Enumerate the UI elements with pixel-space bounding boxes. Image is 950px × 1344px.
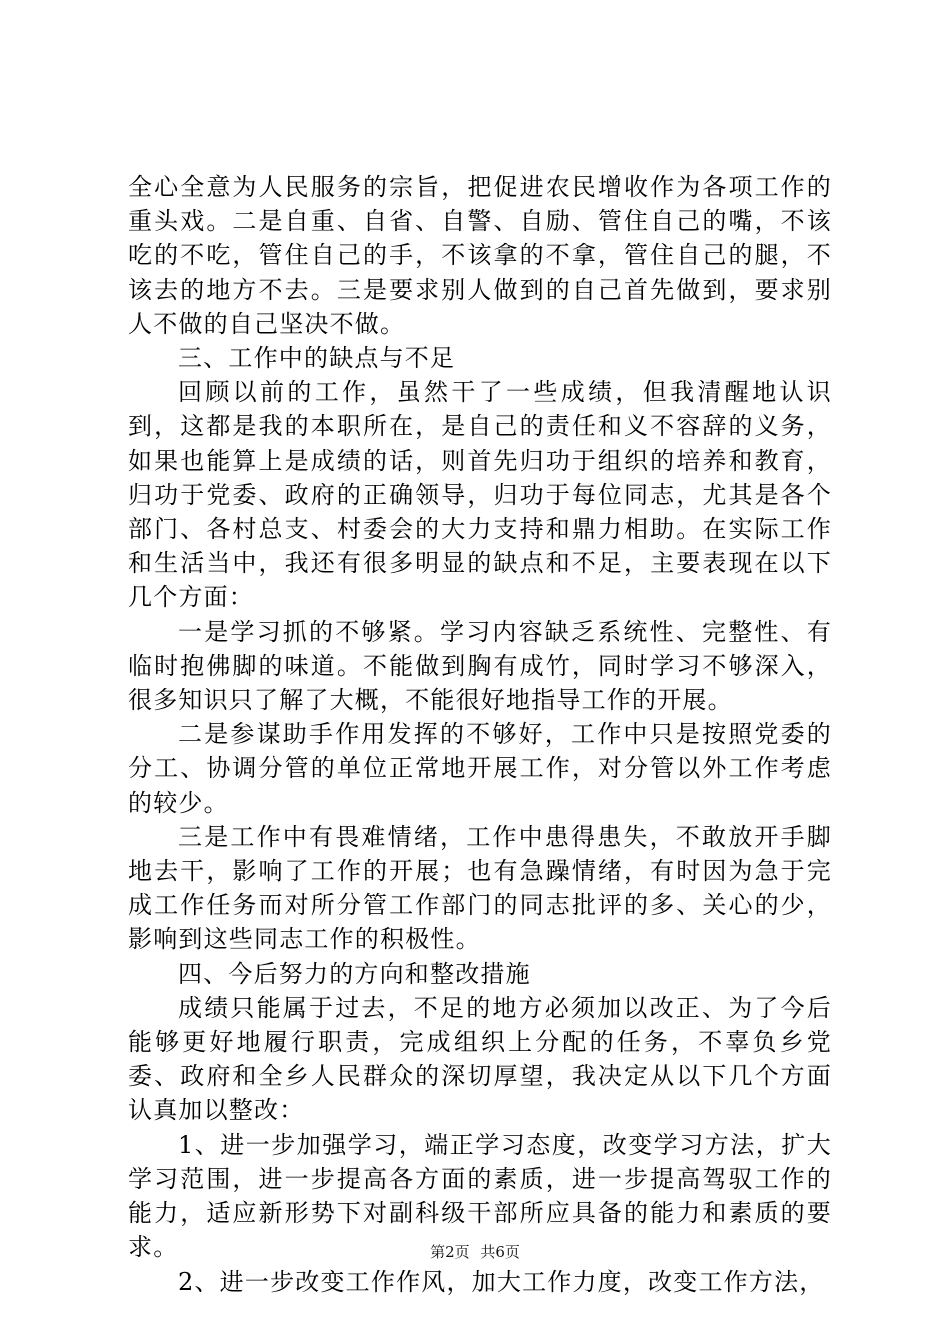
page-number: 第2页 [430,1243,470,1261]
paragraph-point-three: 三是工作中有畏难情绪，工作中患得患失，不敢放开手脚地去干，影响了工作的开展；也有急躁情绪，有时因为急于完成工作任务而对所分管工作部门的同志批评的多、关心的少，影响到这些同志工作的积极性。 [128,822,832,954]
page-footer [0,1242,950,1262]
paragraph-point-two: 二是参谋助手作用发挥的不够好，工作中只是按照党委的分工、协调分管的单位正常地开展工作，对分管以外工作考虑的较少。 [128,720,832,817]
page-total: 共6页 [480,1243,520,1261]
paragraph-point-one: 一是学习抓的不够紧。学习内容缺乏系统性、完整性、有临时抱佛脚的味道。不能做到胸有成竹，同时学习不够深入，很多知识只了解了大概，不能很好地指导工作的开展。 [128,617,832,715]
paragraph-review: 回顾以前的工作，虽然干了一些成绩，但我清醒地认识到，这都是我的本职所在，是自己的责任和义不容辞的义务，如果也能算上是成绩的话，则首先归功于组织的培养和教育，归功于党委、政府的正确领导，归功于每位同志，尤其是各个部门、各村总支、村委会的大力支持和鼎力相助。在实际工作和生活当中，我还有很多明显的缺点和不足，主要表现在以下几个方面： [128,378,832,612]
paragraph-achievements: 成绩只能属于过去，不足的地方必须加以改正、为了今后能够更好地履行职责，完成组织上分配的任务，不辜负乡党委、政府和全乡人民群众的深切厚望，我决定从以下几个方面认真加以整改： [128,993,832,1125]
section-heading-shortcomings: 三、工作中的缺点与不足 [178,344,456,373]
section-heading-direction: 四、今后努力的方向和整改措施 [178,959,531,988]
paragraph-measure-two: 2、进一步改变工作作风，加大工作力度，改变工作方法， [178,1267,825,1296]
paragraph-continuation: 全心全意为人民服务的宗旨，把促进农民增收作为各项工作的重头戏。二是自重、自省、自警、自励、管住自己的嘴，不该吃的不吃，管住自己的手，不该拿的不拿，管住自己的腿，不该去的地方不去。三是要求别人做到的自己首先做到，要求别人不做的自己坚决不做。 [128,173,832,338]
document-body [128,170,832,1299]
paragraph-measure-one: 1、进一步加强学习，端正学习态度，改变学习方法，扩大学习范围，进一步提高各方面的素质，进一步提高驾驭工作的能力，适应新形势下对副科级干部所应具备的能力和素质的要求。 [128,1130,832,1262]
